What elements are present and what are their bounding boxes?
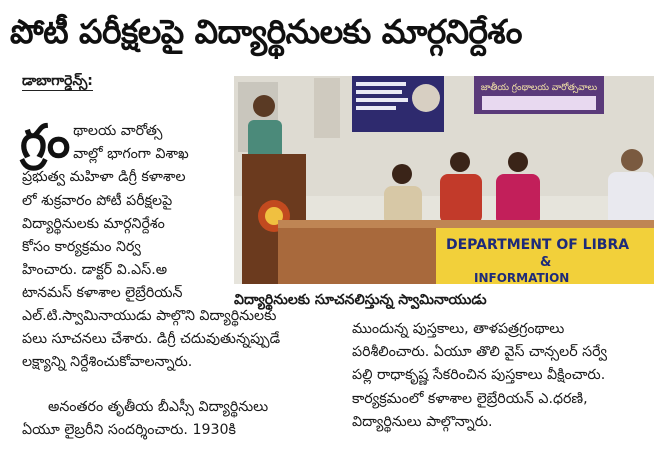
article-line: అనంతరం తృతీయ బీఎస్సీ విద్యార్థినులు	[48, 399, 269, 415]
drop-cap: గ్రం	[20, 114, 71, 168]
article-line: కోసం కార్యక్రమం నిర్వ	[22, 239, 141, 256]
photo-caption: విద్యార్థినులకు సూచనలిస్తున్న స్వామినాయుడు	[234, 292, 487, 308]
article-line: పలు సూచనలు చేశారు. డిగ్రీ చదువుతున్నప్పుడే	[22, 331, 281, 347]
event-photo-illustration	[234, 76, 654, 284]
article-line: ముందున్న పుస్తకాలు, తాళపత్రగ్రంథాలు	[352, 321, 565, 337]
article-line: ఏయూ లైబ్రరీని సందర్శించారు. 1930కి	[22, 422, 236, 438]
article-line: పల్లి రాధాకృష్ణ సేకరించిన పుస్తకాలు వీక్షించారు.	[352, 367, 606, 384]
article-line: హించారు. డాక్టర్ వి.ఎస్.అ	[22, 262, 168, 279]
article-line: టానమస్ కళాశాల లైబ్రేరియన్	[22, 285, 183, 302]
article-line: పరిశీలించారు. ఏయూ తొలి వైస్ చాన్సలర్ సర్వే	[352, 344, 607, 361]
article-line: లక్ష్యాన్ని నిర్దేశించుకోవాలన్నారు.	[22, 354, 193, 370]
article-line: వాల్లో భాగంగా విశాఖ	[73, 146, 189, 163]
article-line: థాలయ వారోత్స	[73, 123, 163, 139]
article-line: ప్రభుత్వ మహిళా డిగ్రీ కళాశాల	[22, 169, 186, 186]
svg-text:జాతీయ గ్రంథాలయ వారోత్సవాలు: జాతీయ గ్రంథాలయ వారోత్సవాలు	[480, 83, 598, 93]
article-left-column	[20, 114, 234, 306]
svg-text:DEPARTMENT OF LIBRA: DEPARTMENT OF LIBRA	[446, 237, 630, 253]
headline: పోటీ పరీక్షలపై విద్యార్థినులకు మార్గనిర్దేశం	[10, 12, 522, 51]
dateline: డాబాగార్డెన్స్:	[22, 73, 93, 89]
svg-text:&: &	[540, 255, 552, 270]
article-line: లో శుక్రవారం పోటీ పరీక్షలపై	[22, 192, 173, 209]
event-photo	[234, 76, 654, 284]
article-line: కార్యక్రమంలో కళాశాల లైబ్రేరియన్ ఎ.ధరణి,	[352, 390, 588, 407]
article-line: ఎల్.టి.స్వామినాయుడు పాల్గొని విద్యార్థినులకు	[22, 308, 277, 324]
article-line: విద్యార్థినులకు మార్గనిర్దేశం	[22, 215, 165, 232]
svg-text:INFORMATION: INFORMATION	[474, 271, 570, 284]
article-right-column	[352, 318, 652, 434]
article-line: విద్యార్థినులు పాల్గొన్నారు.	[352, 413, 493, 430]
